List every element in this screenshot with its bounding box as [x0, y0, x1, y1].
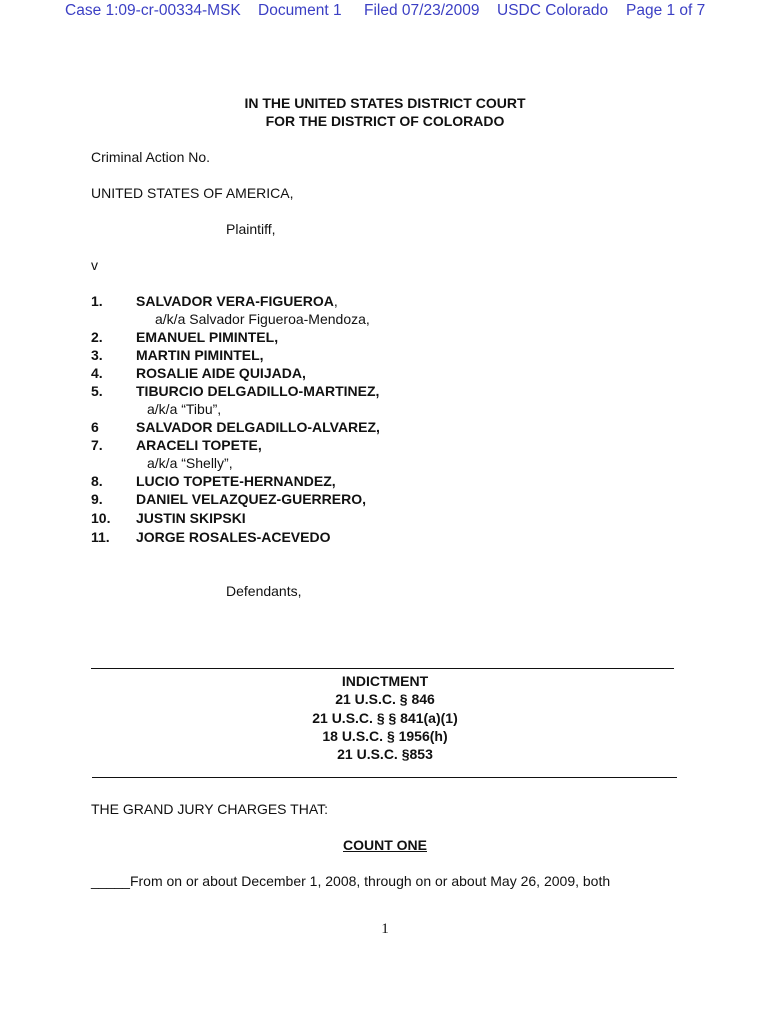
body-sentence: From on or about December 1, 2008, through on or about May 26, 2009, both	[129, 873, 611, 889]
defendant-name: SALVADOR VERA-FIGUEROA,	[136, 293, 338, 309]
case-number: Case 1:09-cr-00334-MSK	[65, 2, 241, 19]
defendant-number: 1.	[91, 293, 103, 309]
document-header	[0, 2, 770, 22]
indent-blank: _____	[91, 873, 130, 889]
defendant-number: 10.	[91, 510, 111, 526]
document-number: Document 1	[258, 2, 342, 19]
defendant-name: JORGE ROSALES-ACEVEDO	[136, 529, 331, 545]
indictment-title: INDICTMENT	[341, 673, 429, 689]
defendant-alias: a/k/a “Tibu”,	[147, 401, 222, 417]
defendant-number: 2.	[91, 329, 103, 345]
court-name: USDC Colorado	[497, 2, 609, 19]
defendant-name: MARTIN PIMINTEL,	[136, 347, 264, 363]
defendant-name: LUCIO TOPETE-HERNANDEZ,	[136, 473, 336, 489]
defendant-number: 11.	[91, 529, 110, 545]
defendant-alias: a/k/a Salvador Figueroa-Mendoza,	[155, 311, 370, 327]
defendant-number: 9.	[91, 491, 103, 507]
defendant-number: 4.	[91, 365, 103, 381]
court-title-line2: FOR THE DISTRICT OF COLORADO	[265, 113, 505, 129]
defendant-alias: a/k/a “Shelly”,	[147, 455, 233, 471]
statute-citation: 21 U.S.C. § 846	[335, 691, 435, 707]
top-rule	[91, 668, 674, 669]
defendant-name: JUSTIN SKIPSKI	[136, 510, 246, 526]
grand-jury-statement: THE GRAND JURY CHARGES THAT:	[91, 801, 329, 817]
defendant-number: 7.	[91, 437, 103, 453]
filed-date: Filed 07/23/2009	[364, 2, 480, 19]
bottom-rule	[92, 777, 677, 778]
defendant-name: TIBURCIO DELGADILLO-MARTINEZ,	[136, 383, 380, 399]
defendants-label: Defendants,	[226, 583, 302, 599]
count-body-text	[91, 872, 610, 890]
defendant-number: 5.	[91, 383, 103, 399]
defendant-name: ARACELI TOPETE,	[136, 437, 262, 453]
page-indicator: Page 1 of 7	[626, 2, 706, 19]
page-number: 1	[381, 921, 389, 937]
versus: v	[91, 257, 98, 273]
statute-citation: 18 U.S.C. § 1956(h)	[322, 728, 448, 744]
defendant-name: ROSALIE AIDE QUIJADA,	[136, 365, 306, 381]
defendant-name: SALVADOR DELGADILLO-ALVAREZ,	[136, 419, 380, 435]
statute-citation: 21 U.S.C. §853	[337, 746, 433, 762]
defendant-name: DANIEL VELAZQUEZ-GUERRERO,	[136, 491, 366, 507]
criminal-action-label: Criminal Action No.	[91, 149, 211, 165]
defendant-number: 8.	[91, 473, 103, 489]
plaintiff-name: UNITED STATES OF AMERICA,	[91, 185, 294, 201]
court-title-line1: IN THE UNITED STATES DISTRICT COURT	[244, 95, 526, 111]
defendant-number: 3.	[91, 347, 103, 363]
count-title: COUNT ONE	[343, 837, 427, 853]
plaintiff-label: Plaintiff,	[226, 221, 276, 237]
defendant-name: EMANUEL PIMINTEL,	[136, 329, 279, 345]
defendant-number: 6	[91, 419, 99, 435]
statute-citation: 21 U.S.C. § § 841(a)(1)	[312, 710, 458, 726]
